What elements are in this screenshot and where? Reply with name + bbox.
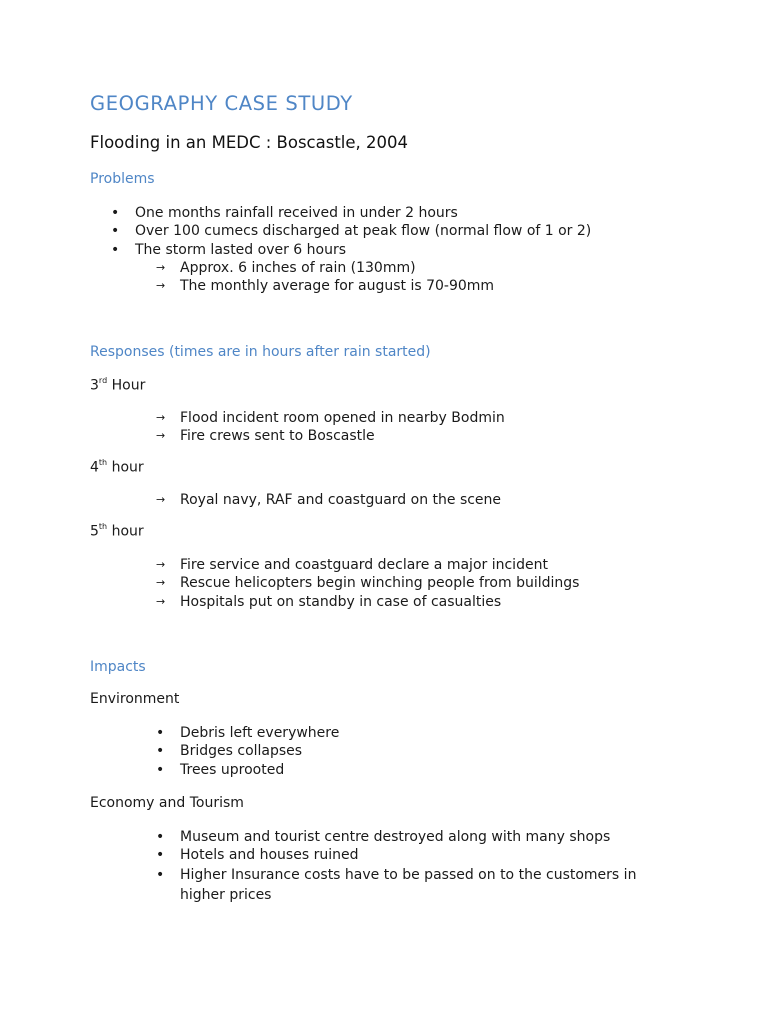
list-item: → Royal navy, RAF and coastguard on the scene [156,492,502,508]
hour-4-list [156,491,502,509]
bullet-marker: • [156,829,165,845]
bullet-marker: • [111,241,120,258]
arrow-marker: → [156,261,166,274]
economy-list [156,828,650,905]
arrow-marker: → [156,279,166,293]
bullet-marker: • [156,725,165,741]
arrow-marker: → [156,576,166,590]
document-title: GEOGRAPHY CASE STUDY [90,92,353,115]
bullet-marker: • [111,223,120,240]
problems-list [111,204,592,259]
hour-3-label: 3rd Hour [90,376,146,394]
bullet-marker: • [156,866,165,883]
list-item: • Higher Insurance costs have to be passed on to the customers in higher prices [156,866,637,903]
list-item: • The storm lasted over 6 hours [111,241,347,258]
list-item: • Trees uprooted [156,761,285,778]
list-item: → Approx. 6 inches of rain (130mm) [156,260,416,276]
list-item: → The monthly average for august is 70-90mm [156,278,495,295]
list-item: • Over 100 cumecs discharged at peak flow (normal flow of 1 or 2) [111,223,592,240]
bullet-marker: • [156,743,165,760]
bullet-marker: • [156,847,165,864]
problems-heading: Problems [90,171,155,187]
list-item: • One months rainfall received in under 2 hours [111,205,458,221]
arrow-marker: → [156,429,166,443]
arrow-marker: → [156,493,166,506]
bullet-marker: • [111,205,120,221]
bullet-marker: • [156,761,165,778]
list-item: → Flood incident room opened in nearby Bodmin [156,410,505,426]
list-item: → Fire crews sent to Boscastle [156,428,375,445]
document-subtitle: Flooding in an MEDC : Boscastle, 2004 [90,133,409,152]
economy-label: Economy and Tourism [90,795,244,811]
list-item: → Hospitals put on standby in case of casualties [156,593,502,610]
arrow-marker: → [156,594,166,608]
hour-3-list [156,409,505,446]
list-item: • Hotels and houses ruined [156,847,359,864]
arrow-marker: → [156,411,166,424]
list-item: • Debris left everywhere [156,725,340,741]
problems-sublist [156,259,495,296]
environment-label: Environment [90,691,180,707]
list-item: • Bridges collapses [156,743,303,760]
hour-5-list [156,556,580,611]
arrow-marker: → [156,558,166,571]
hour-5-label: 5th hour [90,522,144,540]
impacts-heading: Impacts [90,659,146,675]
hour-4-label: 4th hour [90,458,144,476]
list-item: → Fire service and coastguard declare a major incident [156,557,548,573]
list-item: • Museum and tourist centre destroyed along with many shops [156,829,611,845]
responses-heading: Responses (times are in hours after rain started) [90,344,431,360]
list-item: → Rescue helicopters begin winching people from buildings [156,575,580,592]
environment-list [156,724,340,779]
